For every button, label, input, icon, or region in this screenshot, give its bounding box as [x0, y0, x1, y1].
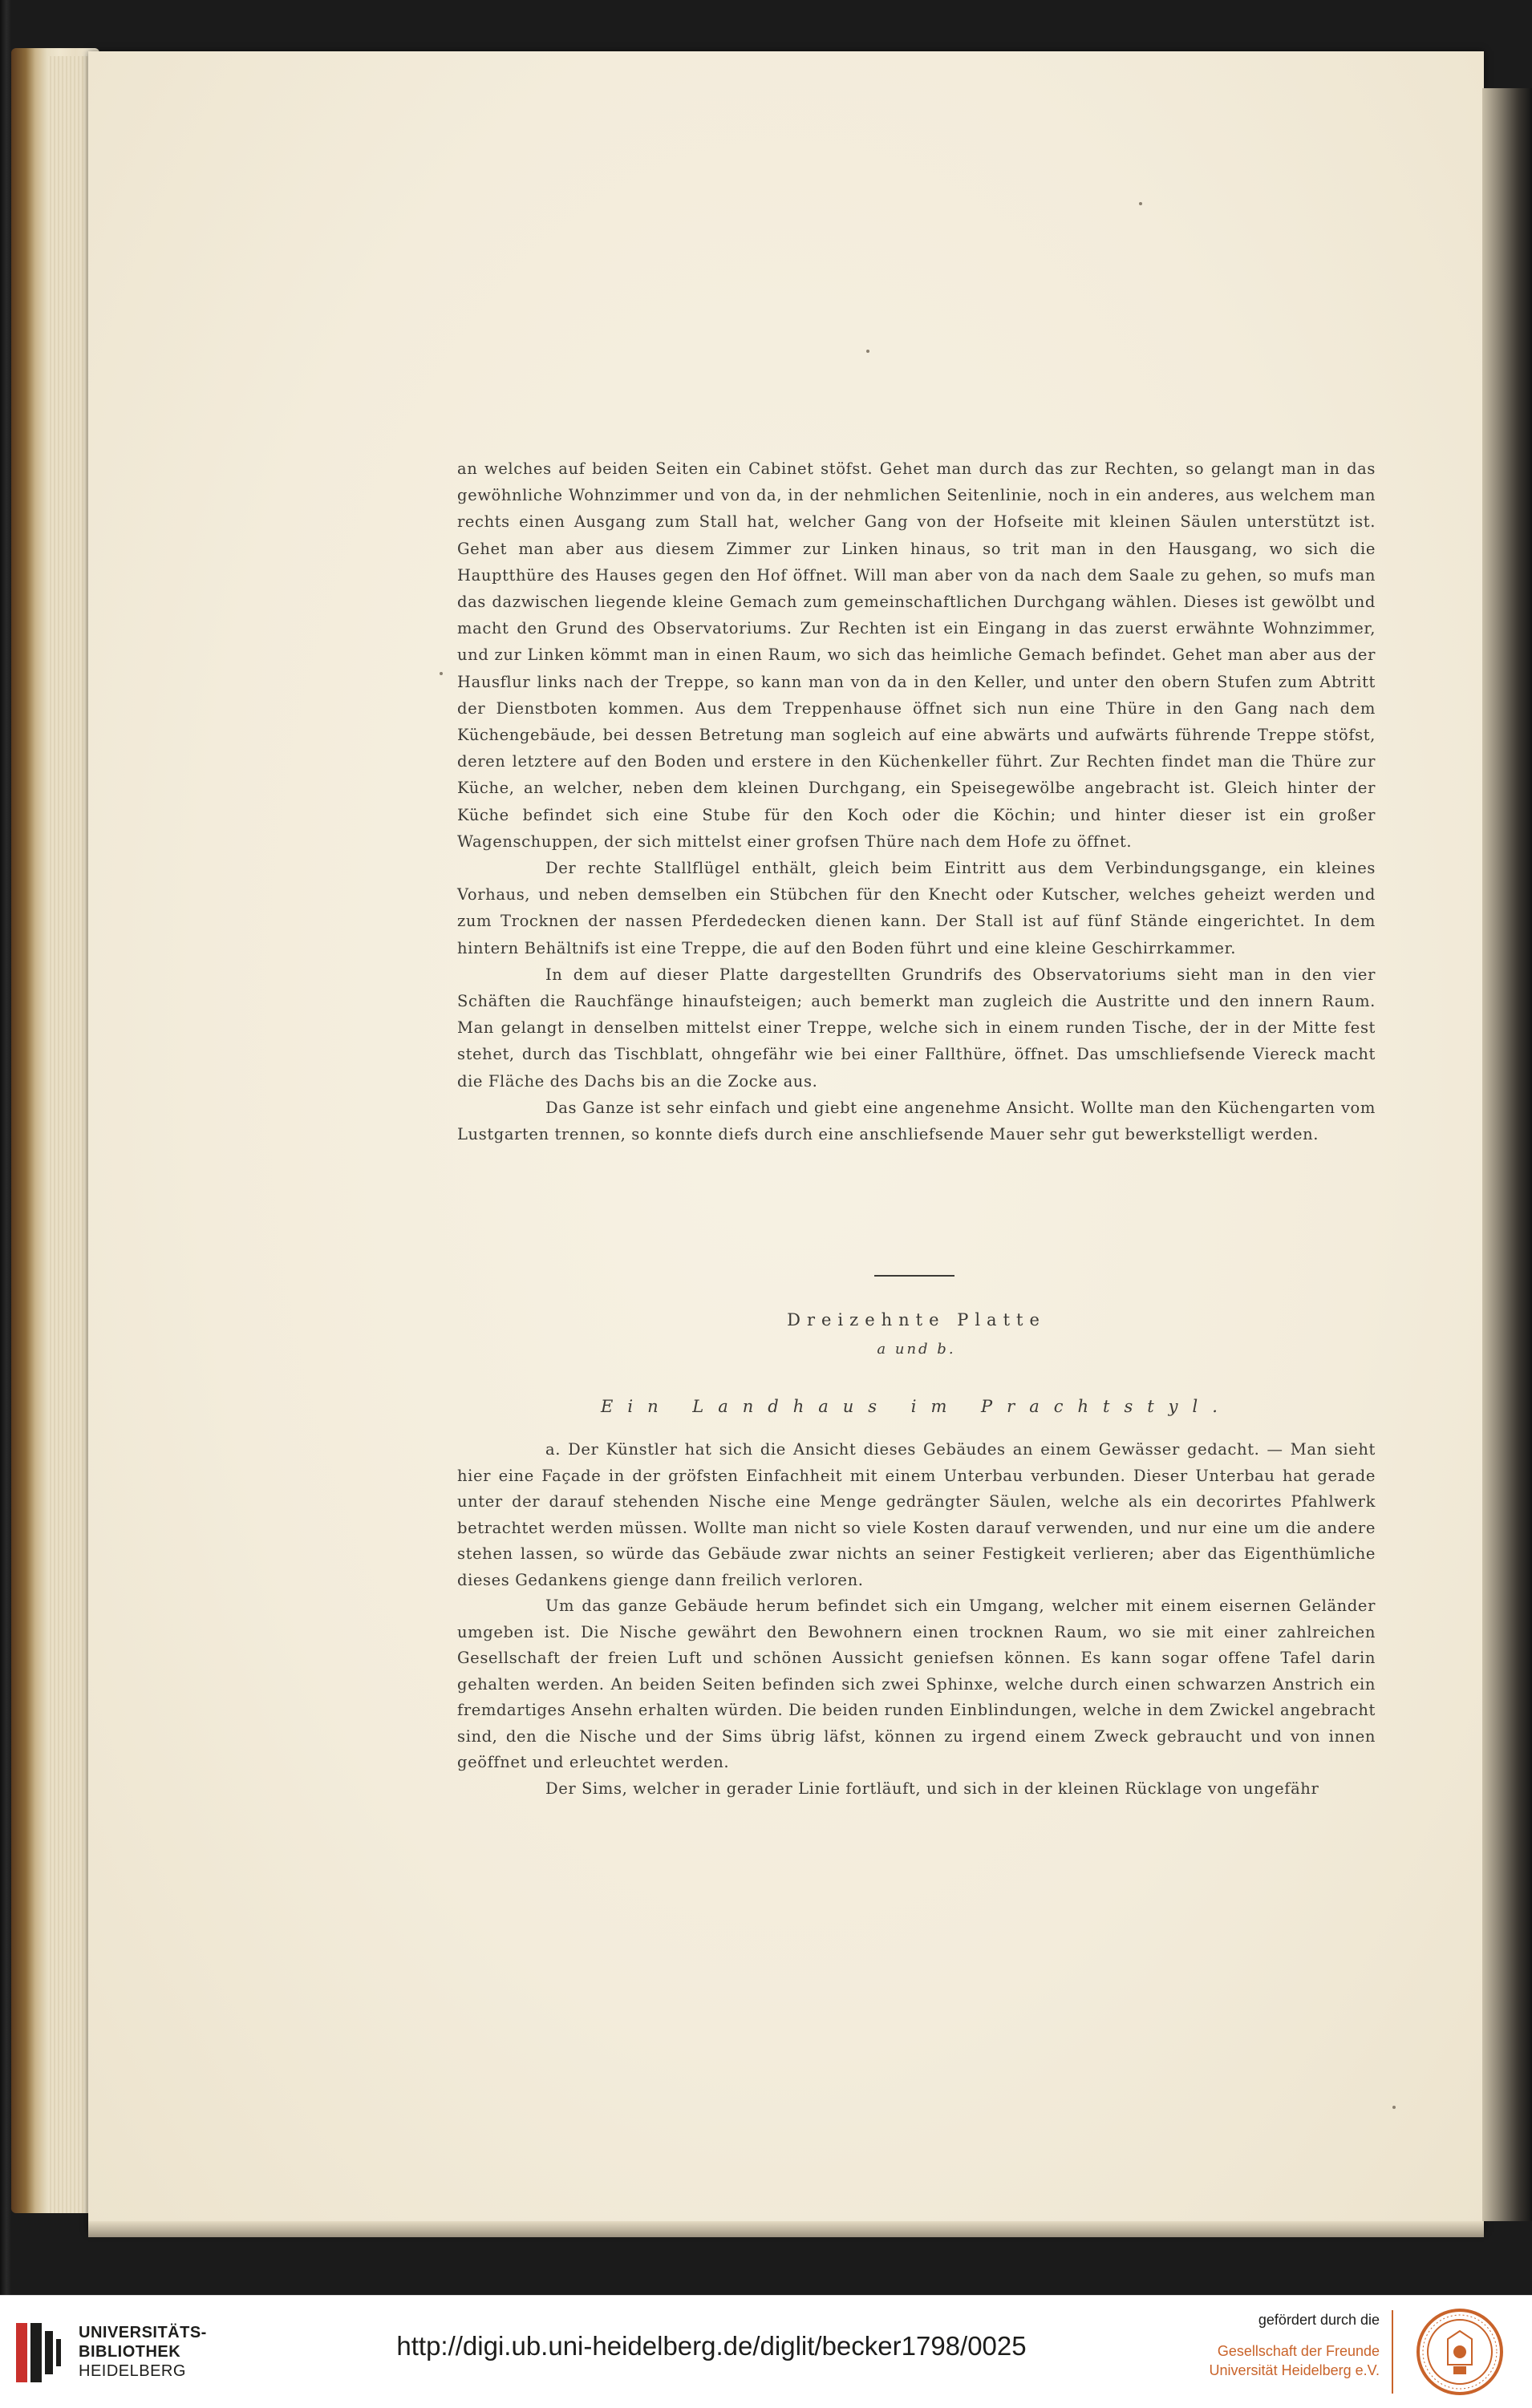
section-divider — [874, 1275, 954, 1277]
section-paragraph-1: a. Der Künstler hat sich die Ansicht dieses Gebäudes an einem Gewässer gedacht. — Man sieht hier eine Façade in der gröfsten Einfachheit mit einem Unterbau verbunden. Dieser Unterbau hat gerade unter der darauf stehenden Nische eine Menge gedrängter Säulen, welche als ein decorirtes Pfahlwerk betrachtet werden müssen. Wollte man nicht so viele Kosten darauf verwenden, und nur eine um die andere stehen lassen, so würde das Gebäude zwar nichts an seiner Festigkeit verlieren; aber das Eigenthümliche dieses Gedankens gienge dann freilich verloren. — [457, 1440, 1376, 1589]
paragraph-3: In dem auf dieser Platte dargestellten Grundrifs des Observatoriums sieht man in den vier Schäften die Rauchfänge hinaufsteigen; auch bemerkt man zugleich die Austritte und den innern Raum. Man gelangt in denselben mittelst einer Treppe, welche sich in einem runden Tische, der in der Mitte fest stehet, durch das Tischblatt, ohngefähr wie bei einer Fallthüre, öffnet. Das umschliefsende Viereck macht die Fläche des Dachs bis an die Zocke aus. — [457, 965, 1376, 1091]
section-text — [457, 1437, 1376, 1802]
library-name-line3: HEIDELBERG — [79, 2362, 186, 2380]
paragraph-2: Der rechte Stallflügel enthält, gleich beim Eintritt aus dem Verbindungsgange, ein kleines Vorhaus, und neben demselben ein Stübchen für den Knecht oder Kutscher, welches geheizt werden und zum Trocknen der nassen Pferdedecken dienen kann. Der Stall ist auf fünf Stände eingerichtet. In dem hintern Behältnifs ist eine Treppe, die auf den Boden führt und eine kleine Geschirrkammer. — [457, 859, 1376, 957]
sponsor-block — [1155, 2312, 1380, 2380]
sponsor-name-line2: Universität Heidelberg e.V. — [1209, 2362, 1380, 2378]
library-name-line2: BIBLIOTHEK — [79, 2343, 181, 2361]
sponsor-divider — [1392, 2310, 1393, 2394]
plate-heading: Dreizehnte Platte — [787, 1310, 1046, 1329]
library-name-line1: UNIVERSITÄTS- — [79, 2324, 207, 2341]
sponsor-label: gefördert durch die — [1258, 2312, 1380, 2328]
plate-subheading: a und b. — [877, 1341, 956, 1358]
university-library-logo-icon — [16, 2323, 66, 2382]
university-seal-icon — [1412, 2307, 1508, 2397]
page-speck — [1139, 202, 1142, 205]
plate-title: Ein Landhaus im Prachtstyl. — [601, 1397, 1232, 1416]
page-right-edge — [1482, 88, 1532, 2221]
page-speck — [440, 672, 443, 675]
page-bottom-edge — [88, 2221, 1484, 2237]
page-speck — [1392, 2106, 1396, 2109]
paragraph-1: an welches auf beiden Seiten ein Cabinet stöfst. Gehet man durch das zur Rechten, so gelangt man in das gewöhnliche Wohnzimmer und von da, in der nehmlichen Seitenlinie, noch in ein anderes, aus welchem man rechts einen Ausgang zum Stall hat, welcher Gang von der Hofseite mit kleinen Säulen unterstützt ist. Gehet man aber aus diesem Zimmer zur Linken hinaus, so trit man in den Hausgang, wo sich die Hauptthüre des Hauses gegen den Hof öffnet. Will man aber von da nach dem Saale zu gehen, so mufs man das dazwischen liegende kleine Gemach zum gemeinschaftlichen Durchgang wählen. Dieses ist gewölbt und macht den Grund des Observatoriums. Zur Rechten ist ein Eingang in das zuerst erwähnte Wohnzimmer, und zur Linken kömmt man in einen Raum, wo sich das heimliche Gemach befindet. Gehet man aber aus der Hausflur links nach der Treppe, so kann man von da in den Keller, und unter den obern Stufen zum Abtritt der Dienstboten kommen. Aus dem Treppenhause öffnet sich nun eine Thüre in den Gang nach dem Küchengebäude, bei dessen Betretung man sogleich auf eine abwärts und aufwärts führende Treppe stöfst, deren letztere auf den Boden und erstere in den Küchenkeller führt. Zur Rechten findet man die Thüre zur Küche, an welcher, neben dem kleinen Durchgang, ein Speisegewölbe angebracht ist. Gleich hinter der Küche befindet sich eine Stube für den Koch oder die Köchin; und hinter dieser ist ein großer Wagenschuppen, der sich mittelst einer grofsen Thüre nach dem Hofe zu öffnet. — [457, 459, 1376, 851]
section-paragraph-2: Um das ganze Gebäude herum befindet sich ein Umgang, welcher mit einem eisernen Geländer umgeben ist. Die Nische gewährt den Bewohnern einen trocknen Raum, wo sie mit einer zahlreichen Gesellschaft der freien Luft und schönen Aussicht geniefsen können. Es kann sogar offene Tafel darin gehalten werden. An beiden Seiten befinden sich zwei Sphinxe, welche durch einen schwarzen Anstrich ein fremdartiges Ansehn erhalten würden. Die beiden runden Einblindungen, welche in dem Zwickel angebracht sind, den die Nische und der Sims übrig läfst, können zu irgend einem Zweck gebraucht und von innen geöffnet und erleuchtet werden. — [457, 1597, 1376, 1771]
section-paragraph-3: Der Sims, welcher in gerader Linie fortläuft, und sich in der kleinen Rücklage von ungefähr — [545, 1779, 1319, 1798]
paragraph-4: Das Ganze ist sehr einfach und giebt eine angenehme Ansicht. Wollte man den Küchengarten vom Lustgarten trennen, so konnte diefs durch eine anschliefsende Mauer sehr gut bewerkstelligt werden. — [457, 1098, 1376, 1144]
footer-bar — [0, 2295, 1532, 2408]
permalink-url[interactable]: http://digi.ub.uni-heidelberg.de/diglit/becker1798/0025 — [396, 2331, 1027, 2361]
body-text — [457, 455, 1376, 1147]
sponsor-name-line1: Gesellschaft der Freunde — [1217, 2343, 1380, 2359]
library-name — [79, 2323, 207, 2381]
page-speck — [866, 350, 869, 353]
